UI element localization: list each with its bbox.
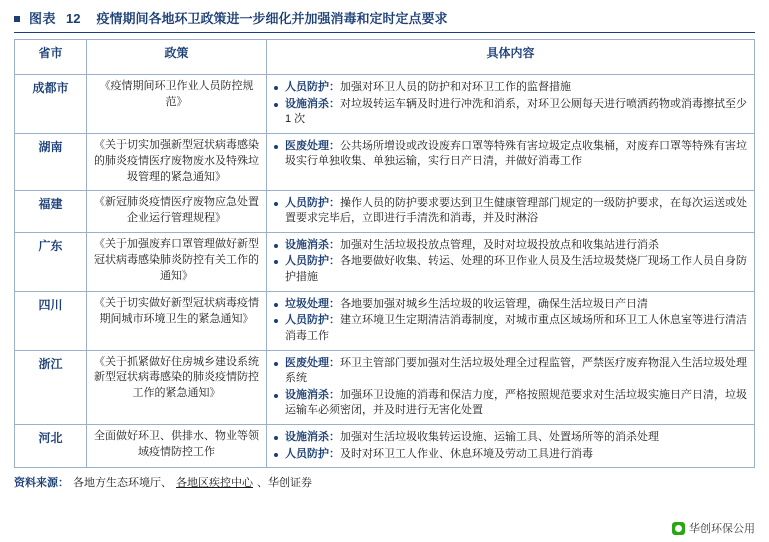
watermark [672, 520, 755, 536]
detail-label: 设施消杀： [285, 238, 340, 251]
detail-text: 操作人员的防护要求要达到卫生健康管理部门规定的一级防护要求，在每次运送或处置要求完毕后，立即进行手清洗和消毒，并及时淋浴 [285, 196, 747, 225]
detail-label: 医废处理： [285, 356, 340, 369]
detail-item [273, 139, 748, 170]
detail-item [273, 388, 748, 419]
cell-policy: 《疫情期间环卫作业人员防控规范》 [87, 75, 267, 134]
cell-policy: 《关于切实做好新型冠状病毒疫情期间城市环境卫生的紧急通知》 [87, 291, 267, 350]
detail-label: 医废处理： [285, 139, 340, 152]
table-header-row [15, 40, 755, 75]
policy-table [14, 39, 755, 468]
source-text-part2: 、华创证券 [257, 477, 312, 490]
detail-text: 建立环境卫生定期清洁消毒制度，对城市重点区域场所和环卫工人休息室等进行清洁消毒工作 [285, 314, 747, 342]
cell-province: 广东 [15, 232, 87, 291]
detail-text: 各地要加强对城乡生活垃圾的收运管理，确保生活垃圾日产日清 [340, 297, 648, 310]
detail-item [273, 238, 748, 254]
detail-text: 及时对环卫工人作业、休息环境及劳动工具进行消毒 [340, 447, 593, 460]
detail-label: 人员防护： [285, 447, 340, 460]
table-row [15, 133, 755, 190]
detail-item [273, 196, 748, 227]
cell-policy: 《新冠肺炎疫情医疗废物应急处置企业运行管理规程》 [87, 190, 267, 232]
figure-title-number: 12 [66, 11, 81, 26]
detail-item [273, 356, 748, 387]
detail-text: 加强对生活垃圾投放点管理，及时对垃圾投放点和收集站进行消杀 [340, 238, 659, 251]
detail-text: 环卫主管部门要加强对生活垃圾处理全过程监管，严禁医疗废弃物混入生活垃圾处理系统 [285, 356, 747, 385]
table-row [15, 75, 755, 134]
cell-details [267, 75, 755, 134]
table-row [15, 190, 755, 232]
detail-item [273, 80, 748, 96]
detail-label: 人员防护： [285, 314, 340, 327]
detail-item [273, 254, 748, 285]
cell-details [267, 232, 755, 291]
cell-province: 浙江 [15, 350, 87, 424]
detail-item [273, 97, 748, 128]
table-row [15, 350, 755, 424]
cell-province: 湖南 [15, 133, 87, 190]
source-label: 资料来源： [14, 477, 69, 490]
column-header-details: 具体内容 [267, 40, 755, 75]
source-text-part1: 各地方生态环境厅、 [73, 477, 172, 490]
detail-text: 加强环卫设施的消毒和保洁力度，严格按照规范要求对生活垃圾实施日产日清，垃圾运输车必须密闭，并及时进行无害化处置 [285, 388, 747, 417]
cell-province: 四川 [15, 291, 87, 350]
cell-province: 河北 [15, 424, 87, 467]
column-header-province: 省市 [15, 40, 87, 75]
detail-label: 人员防护： [285, 255, 340, 268]
cell-province: 成都市 [15, 75, 87, 134]
source-note [14, 474, 755, 490]
detail-text: 加强对环卫人员的防护和对环卫工作的监督措施 [340, 81, 571, 93]
detail-label: 人员防护： [285, 196, 340, 209]
cell-policy: 《关于抓紧做好住房城乡建设系统新型冠状病毒感染的肺炎疫情防控工作的紧急通知》 [87, 350, 267, 424]
detail-text: 对垃圾转运车辆及时进行冲洗和消系，对环卫公厕每天进行喷洒药物或消毒擦拭至少 1 次 [285, 97, 747, 126]
detail-label: 垃圾处理： [285, 297, 340, 310]
detail-text: 公共场所增设或改设废弃口罩等特殊有害垃圾定点收集桶，对废弃口罩等特殊有害垃圾实行单独收集、单独运输，实行日产日清，并做好消毒工作 [285, 139, 747, 168]
cell-details [267, 424, 755, 467]
detail-item [273, 297, 748, 313]
figure-title-text: 疫情期间各地环卫政策进一步细化并加强消毒和定时定点要求 [96, 11, 448, 26]
column-header-policy: 政策 [87, 40, 267, 75]
cell-details [267, 350, 755, 424]
detail-item [273, 430, 748, 446]
cell-province: 福建 [15, 190, 87, 232]
table-row [15, 291, 755, 350]
table-row [15, 424, 755, 467]
square-bullet-icon [14, 16, 20, 22]
detail-label: 设施消杀： [285, 97, 340, 110]
detail-item [273, 447, 748, 463]
detail-label: 人员防护： [285, 81, 340, 93]
detail-label: 设施消杀： [285, 388, 340, 401]
cell-details [267, 133, 755, 190]
figure-title [14, 8, 755, 33]
detail-text: 各地要做好收集、转运、处理的环卫作业人员及生活垃圾焚烧厂现场工作人员自身防护措施 [285, 255, 747, 284]
watermark-logo-icon [672, 522, 685, 535]
source-link[interactable]: 各地区疾控中心 [176, 477, 253, 490]
cell-policy: 《关于切实加强新型冠状病毒感染的肺炎疫情医疗废物废水及特殊垃圾管理的紧急通知》 [87, 133, 267, 190]
watermark-text: 华创环保公用 [689, 523, 755, 535]
table-row [15, 232, 755, 291]
cell-policy: 全面做好环卫、供排水、物业等领域疫情防控工作 [87, 424, 267, 467]
cell-policy: 《关于加强废弃口罩管理做好新型冠状病毒感染肺炎防控有关工作的通知》 [87, 232, 267, 291]
cell-details [267, 190, 755, 232]
cell-details [267, 291, 755, 350]
figure-title-label: 图表 [29, 11, 57, 26]
detail-item [273, 313, 748, 344]
detail-text: 加强对生活垃圾收集转运设施、运输工具、处置场所等的消杀处理 [340, 430, 659, 443]
detail-label: 设施消杀： [285, 430, 340, 443]
